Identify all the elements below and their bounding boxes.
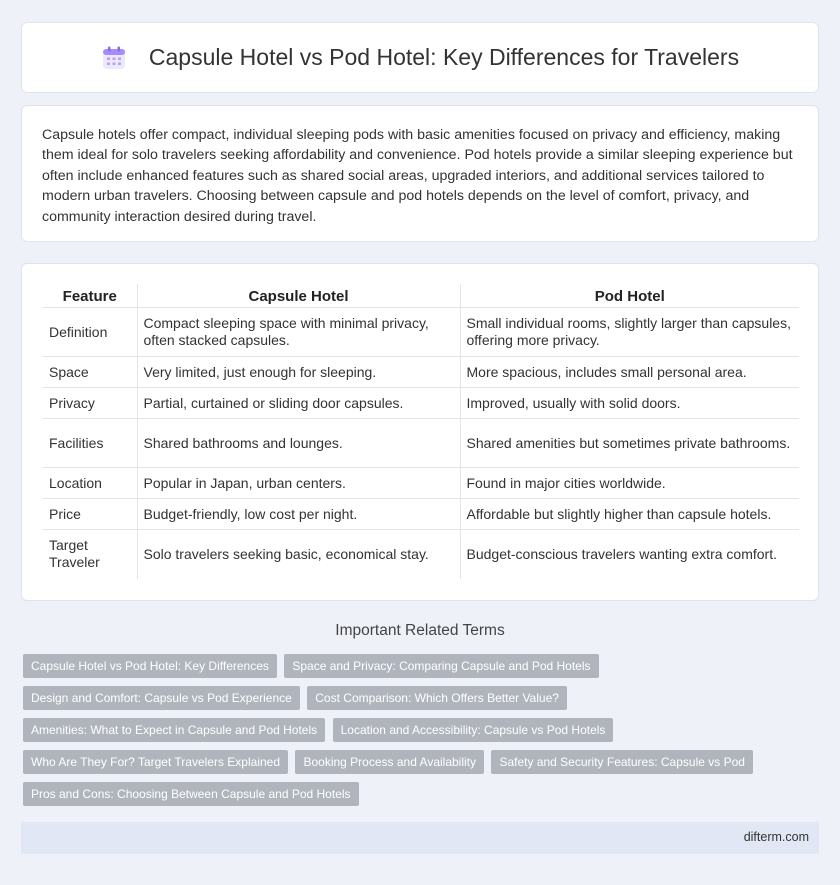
pod-cell: More spacious, includes small personal area. [460,357,799,388]
title-card [21,22,819,93]
comparison-table [43,284,799,579]
feature-cell: Definition [43,308,137,357]
footer [21,822,819,854]
table-row [43,357,799,388]
capsule-cell: Shared bathrooms and lounges. [137,419,460,468]
table-header-row [43,284,799,308]
pod-cell: Found in major cities worldwide. [460,468,799,499]
capsule-cell: Popular in Japan, urban centers. [137,468,460,499]
calendar-icon [101,45,127,71]
table-row [43,388,799,419]
page-title: Capsule Hotel vs Pod Hotel: Key Differences for Travelers [148,44,740,70]
related-term-tag[interactable]: Amenities: What to Expect in Capsule and Pod Hotels [23,718,325,742]
capsule-cell: Very limited, just enough for sleeping. [137,357,460,388]
pod-cell: Improved, usually with solid doors. [460,388,799,419]
table-row [43,468,799,499]
capsule-cell: Solo travelers seeking basic, economical stay. [137,530,460,579]
related-term-tag[interactable]: Space and Privacy: Comparing Capsule and Pod Hotels [284,654,598,678]
related-term-tag[interactable]: Cost Comparison: Which Offers Better Value? [307,686,567,710]
pod-cell: Affordable but slightly higher than capsule hotels. [460,499,799,530]
pod-cell: Budget-conscious travelers wanting extra comfort. [466,545,777,562]
related-term-tag[interactable]: Capsule Hotel vs Pod Hotel: Key Differences [23,654,277,678]
feature-cell: Space [43,357,137,388]
feature-cell: Location [43,468,137,499]
pod-cell: Small individual rooms, slightly larger than capsules, offering more privacy. [460,308,799,357]
feature-cell: Facilities [43,419,137,468]
capsule-cell: Partial, curtained or sliding door capsules. [137,388,460,419]
related-term-tag[interactable]: Pros and Cons: Choosing Between Capsule and Pod Hotels [23,782,359,806]
header-capsule-hotel: Capsule Hotel [137,284,460,308]
related-terms-list [23,654,819,814]
related-term-tag[interactable]: Location and Accessibility: Capsule vs Pod Hotels [333,718,614,742]
header-feature: Feature [43,284,137,308]
related-term-tag[interactable]: Booking Process and Availability [295,750,484,774]
footer-site-link[interactable]: difterm.com [743,830,809,844]
related-terms-heading: Important Related Terms [335,622,505,639]
table-row [43,308,799,357]
table-row [43,499,799,530]
table-row [43,419,799,468]
feature-cell: Target Traveler [43,530,137,579]
feature-cell: Privacy [43,388,137,419]
related-term-tag[interactable]: Design and Comfort: Capsule vs Pod Experience [23,686,300,710]
related-term-tag[interactable]: Safety and Security Features: Capsule vs Pod [491,750,752,774]
intro-paragraph: Capsule hotels offer compact, individual sleeping pods with basic amenities focused on privacy and efficiency, making them ideal for solo travelers seeking affordability and convenience. Pod hotels provide a similar sleeping experience but often include enhanced features such as shared social areas, upgraded interiors, and additional services tailored to modern urban travelers. Choosing between capsule and pod hotels depends on the level of comfort, privacy, and community interaction desired during travel. [42,127,793,225]
feature-cell: Price [43,499,137,530]
table-row [43,530,799,579]
comparison-table-card [21,263,819,601]
intro-card [21,105,819,242]
capsule-cell: Compact sleeping space with minimal privacy, often stacked capsules. [137,308,460,357]
related-term-tag[interactable]: Who Are They For? Target Travelers Explained [23,750,288,774]
header-pod-hotel: Pod Hotel [460,284,799,308]
pod-cell: Shared amenities but sometimes private bathrooms. [460,419,799,468]
capsule-cell: Budget-friendly, low cost per night. [137,499,460,530]
